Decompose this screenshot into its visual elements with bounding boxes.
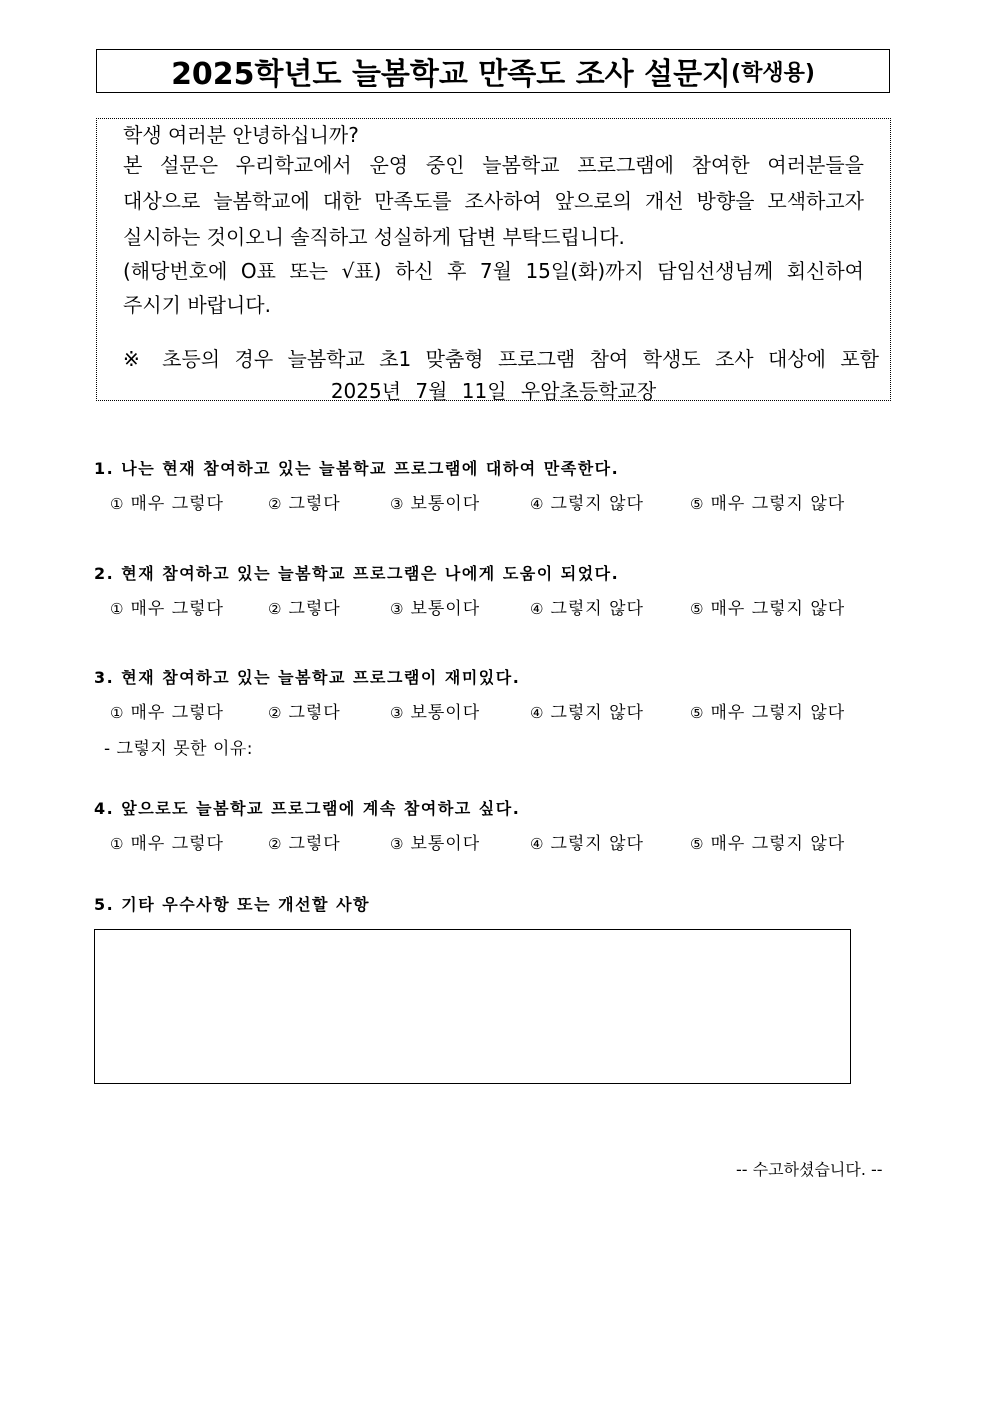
option-2[interactable]: ② 그렇다 [268,703,341,723]
question-1: 1. 나는 현재 참여하고 있는 늘봄학교 프로그램에 대하여 만족한다. [94,459,620,478]
option-5[interactable]: ⑤ 매우 그렇지 않다 [690,703,846,723]
question-4: 4. 앞으로도 늘봄학교 프로그램에 계속 참여하고 싶다. [94,799,521,818]
option-3[interactable]: ③ 보통이다 [390,834,481,854]
survey-title: 2025학년도 늘봄학교 만족도 조사 설문지 [171,57,732,92]
intro-line: 본 설문은 우리학교에서 운영 중인 늘봄학교 프로그램에 참여한 여러분들을 [123,153,864,177]
option-4[interactable]: ④ 그렇지 않다 [530,703,644,723]
intro-line: 실시하는 것이오니 솔직하고 성실하게 답변 부탁드립니다. [123,225,625,249]
survey-title-audience: (학생용) [731,60,815,86]
option-5[interactable]: ⑤ 매우 그렇지 않다 [690,494,846,514]
question-4-options [110,829,870,853]
option-1[interactable]: ① 매우 그렇다 [110,703,224,723]
question-2: 2. 현재 참여하고 있는 늘봄학교 프로그램은 나에게 도움이 되었다. [94,564,620,583]
intro-line: 대상으로 늘봄학교에 대한 만족도를 조사하여 앞으로의 개선 방향을 모색하고자 [123,189,864,213]
option-2[interactable]: ② 그렇다 [268,834,341,854]
intro-note: ※ 초등의 경우 늘봄학교 초1 맞춤형 프로그램 참여 학생도 조사 대상에 포함 [123,347,879,371]
option-1[interactable]: ① 매우 그렇다 [110,494,224,514]
option-2[interactable]: ② 그렇다 [268,599,341,619]
question-3: 3. 현재 참여하고 있는 늘봄학교 프로그램이 재미있다. [94,668,521,687]
intro-line: 주시기 바랍니다. [123,293,271,317]
question-3-reason-label: - 그렇지 못한 이유: [104,739,254,759]
option-3[interactable]: ③ 보통이다 [390,703,481,723]
option-5[interactable]: ⑤ 매우 그렇지 않다 [690,599,846,619]
option-3[interactable]: ③ 보통이다 [390,599,481,619]
intro-line: (해당번호에 O표 또는 √표) 하신 후 7월 15일(화)까지 담임선생님께 회신하여 [123,259,864,283]
question-3-options [110,698,870,722]
intro-box [96,118,891,401]
option-1[interactable]: ① 매우 그렇다 [110,599,224,619]
question-1-options [110,489,870,513]
option-4[interactable]: ④ 그렇지 않다 [530,834,644,854]
free-answer-box[interactable] [94,929,851,1084]
intro-greeting: 학생 여러분 안녕하십니까? [123,123,359,147]
option-4[interactable]: ④ 그렇지 않다 [530,599,644,619]
closing-message: -- 수고하셨습니다. -- [736,1160,883,1179]
option-1[interactable]: ① 매우 그렇다 [110,834,224,854]
survey-title-box [96,49,890,93]
question-2-options [110,594,870,618]
option-2[interactable]: ② 그렇다 [268,494,341,514]
option-3[interactable]: ③ 보통이다 [390,494,481,514]
option-5[interactable]: ⑤ 매우 그렇지 않다 [690,834,846,854]
question-5: 5. 기타 우수사항 또는 개선할 사항 [94,895,370,914]
option-4[interactable]: ④ 그렇지 않다 [530,494,644,514]
principal-signature: 2025년 7월 11일 우암초등학교장 [330,379,657,403]
